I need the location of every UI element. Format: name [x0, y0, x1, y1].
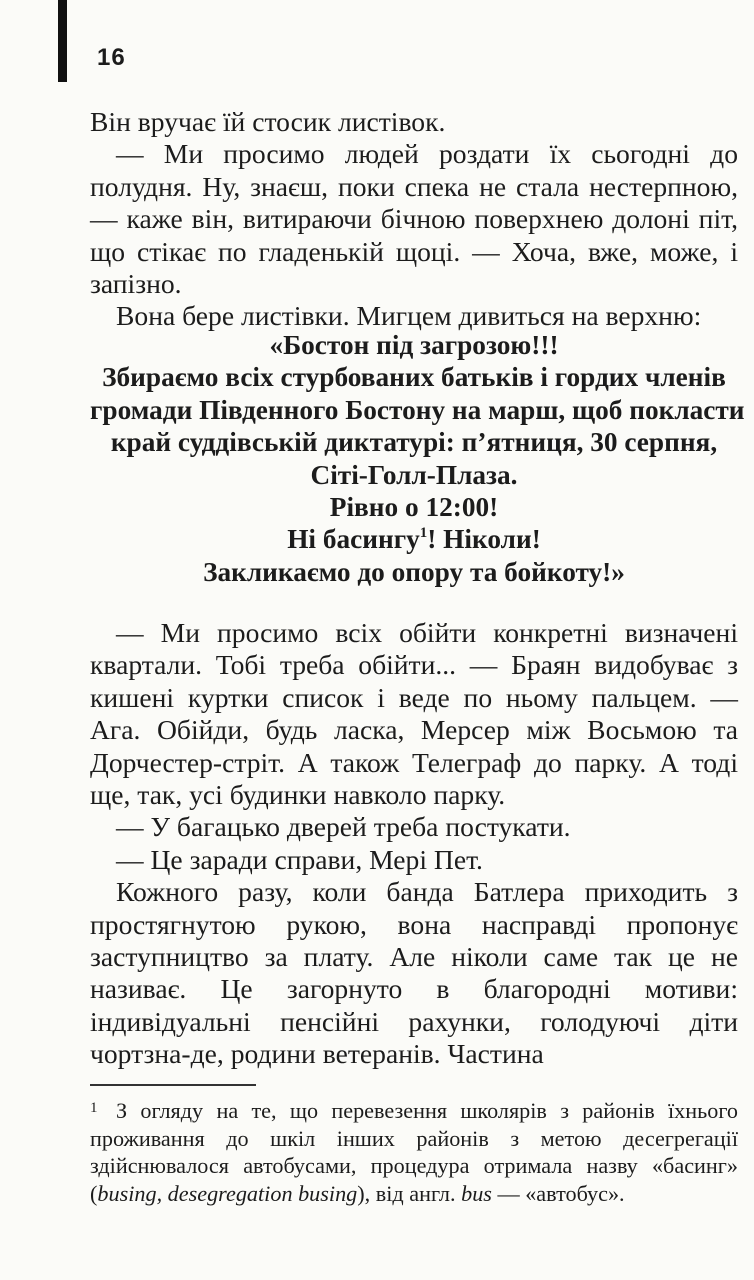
flyer-line — [90, 523, 738, 555]
text-block-after-flyer — [90, 617, 738, 1071]
flyer-line: громади Південного Бостону на марш, щоб покласти — [90, 394, 745, 425]
text-block-before-flyer — [90, 106, 738, 333]
paragraph: Вона бере листівки. Мигцем дивиться на верхню: — [116, 300, 702, 332]
flyer-line-text: ! Ніколи! — [427, 524, 541, 555]
flyer-text — [90, 329, 745, 588]
paragraph: — У багацько дверей треба постукати. — [116, 811, 571, 843]
footnote-italic: busing, desegregation busing — [97, 1180, 358, 1206]
flyer-line-text: Ні басингу — [287, 524, 420, 555]
footnote-marker: 1 — [90, 1100, 98, 1116]
paragraph: Він вручає їй стосик листівок. — [90, 106, 446, 137]
page-number: 16 — [97, 44, 126, 71]
flyer-line: Рівно о 12:00! — [329, 492, 499, 523]
paragraph: Кожного разу, коли банда Батлера приходить з простягнутою рукою, вона насправді пропонує заступництво за плату. Але ніколи саме так це не називає. Це загорнуто в благородні мотиви: індивідуальні пенсійні рахунки, голодуючі діти чортзна-де, родини ветеранів. Частина — [90, 876, 738, 1070]
footnote-text-part: — «автобус». — [491, 1180, 625, 1206]
flyer-line: Закликаємо до опору та бойкоту!» — [203, 556, 625, 587]
flyer-line: Збираємо всіх стурбованих батьків і гордих членів — [102, 362, 726, 393]
paragraph: — Це заради справи, Мері Пет. — [116, 843, 483, 875]
flyer-line: «Бостон під загрозою!!! — [269, 330, 559, 360]
footnote-reference: 1 — [419, 525, 428, 542]
flyer-line: край суддівській диктатурі: п’ятниця, 30 серпня, — [110, 427, 718, 458]
footnote — [90, 1097, 738, 1207]
footnote-divider — [90, 1084, 256, 1086]
page-edge-bar — [58, 0, 67, 82]
footnote-italic: bus — [461, 1180, 492, 1206]
footnote-text-part: З огляду на те, що перевезення школярів з районів їхнього проживання до шкіл інших районів з метою десегрегації здійснювалося автобусами, процедура отримала назву «басинг» ( — [90, 1098, 738, 1206]
flyer-line: Сіті-Голл-Плаза. — [310, 459, 518, 490]
footnote-text — [90, 1097, 738, 1207]
paragraph: — Ми просимо всіх обійти конкретні визначені квартали. Тобі треба обійти... — Браян видобуває з кишені куртки список і веде по ньому пальцем. — Ага. Обійди, будь ласка, Мерсер між Восьмою та Дорчестер-стріт. А також Телеграф до парку. А тоді ще, так, усі будинки навколо парку. — [90, 617, 738, 811]
paragraph: — Ми просимо людей роздати їх сьогодні до полудня. Ну, знаєш, поки спека не стала нестерпною, — каже він, витираючи бічною поверхнею долоні піт, що стікає по гладенькій щоці. — Хоча, вже, може, і запізно. — [90, 138, 738, 300]
footnote-text-part: ), від англ. — [357, 1180, 462, 1206]
